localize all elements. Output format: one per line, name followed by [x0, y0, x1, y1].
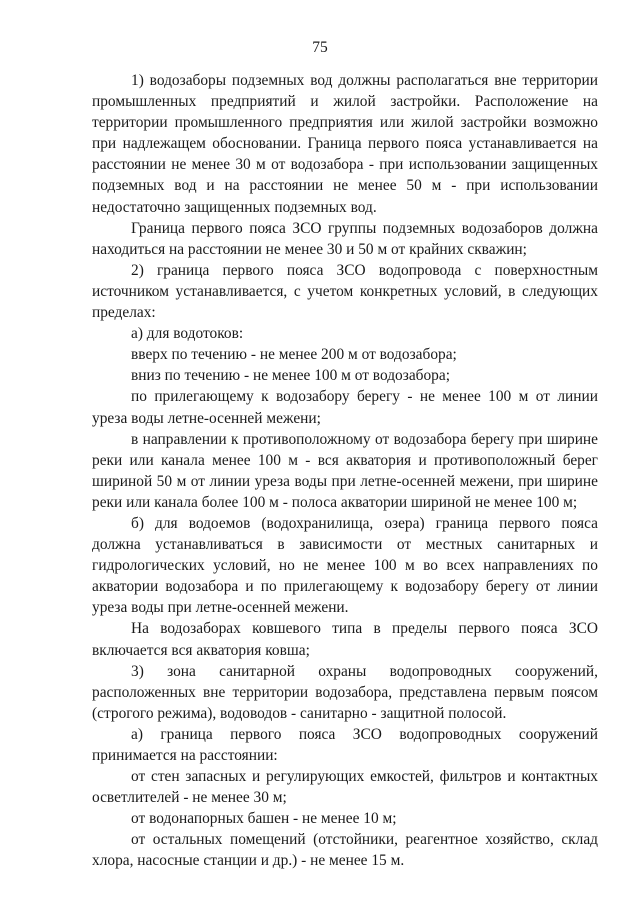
paragraph-reservoirs: б) для водоемов (водохранилища, озера) граница первого пояса должна устанавливаться в зависимости от местных санитарных и гидрологических условий, но не менее 100 м во всех направлениях по акватории водозабора и по прилегающему к водозабору берегу от линии уреза воды при летне-осенней межени.	[92, 514, 598, 617]
paragraph-waterworks-protection-zone: 3) зона санитарной охраны водопроводных сооружений, расположенных вне территории водозабора, представлена первым поясом (строгого режима), водоводов - санитарно - защитной полосой.	[92, 662, 598, 722]
paragraph-group-intakes-boundary: Граница первого пояса ЗСО группы подземных водозаборов должна находиться на расстоянии не менее 30 и 50 м от крайних скважин;	[92, 219, 598, 258]
paragraph-bucket-intakes: На водозаборах ковшевого типа в пределы первого пояса ЗСО включается вся акватория ковша;	[92, 620, 598, 659]
document-body	[92, 70, 598, 872]
paragraph-groundwater-intakes: 1) водозаборы подземных вод должны располагаться вне территории промышленных предприятий и жилой застройки. Расположение на территории промышленного предприятия или жилой застройки возможно при надлежащем обосновании. Граница первого пояса устанавливается на расстоянии не менее 30 м от водозабора - при использовании защищенных подземных вод и на расстоянии не менее 50 м - при использовании недостаточно защищенных подземных вод.	[92, 72, 598, 216]
paragraph-watercourses-heading: а) для водотоков:	[131, 325, 244, 343]
paragraph-upstream: вверх по течению - не менее 200 м от водозабора;	[131, 346, 457, 364]
paragraph-other-premises: от остальных помещений (отстойники, реагентное хозяйство, склад хлора, насосные станции и др.) - не менее 15 м.	[92, 831, 598, 870]
paragraph-tanks-filters: от стен запасных и регулирующих емкостей, фильтров и контактных осветлителей - не менее 30 м;	[92, 768, 598, 807]
paragraph-surface-source-boundary: 2) граница первого пояса ЗСО водопровода с поверхностным источником устанавливается, с учетом конкретных условий, в следующих пределах:	[92, 261, 598, 322]
paragraph-downstream: вниз по течению - не менее 100 м от водозабора;	[131, 367, 450, 385]
paragraph-water-towers: от водонапорных башен - не менее 10 м;	[131, 810, 397, 828]
paragraph-adjacent-bank: по прилегающему к водозабору берегу - не менее 100 м от линии уреза воды летне-осенней межени;	[92, 388, 598, 427]
paragraph-opposite-bank: в направлении к противоположному от водозабора берегу при ширине реки или канала менее 100 м - вся акватория и противоположный берег шириной 50 м от линии уреза воды при летне-осенней межени, при ширине реки или канала более 100 м - полоса акватории шириной не менее 100 м;	[92, 430, 598, 511]
paragraph-waterworks-boundary: а) граница первого пояса ЗСО водопроводных сооружений принимается на расстоянии:	[92, 725, 598, 764]
page-number: 75	[312, 39, 328, 56]
